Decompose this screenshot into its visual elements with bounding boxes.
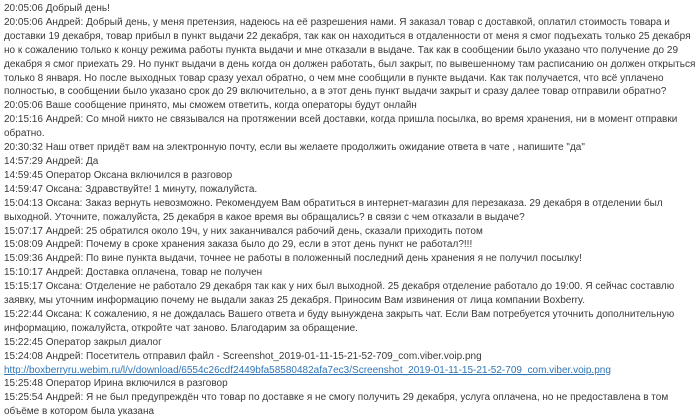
timestamp: 20:15:16 [4, 114, 43, 126]
chat-line [4, 2, 696, 16]
timestamp: 15:24:08 [4, 350, 43, 362]
timestamp: 15:25:54 [4, 392, 43, 404]
message-text: Оператор закрыл диалог [45, 336, 162, 348]
timestamp: 20:05:06 [4, 3, 43, 14]
chat-line: 15:07:17 Андрей: 25 обратился около 19ч, у них заканчивался рабочий день, сказали приходить потом [4, 225, 483, 237]
message-text: Добрый день! [45, 3, 110, 14]
message-text: Почему в сроке хранения заказа было до 29, если в этот день пункт не работал?!!! [86, 239, 473, 251]
chat-line: 15:15:17 Оксана: Отделение не работало 29 декабря так как у них был выходной. 25 декабря отделение работало до 19:00. Я сейчас составлю заявку, мы уточним информацию почему не выдали заказ 25 декабря. Приносим Вам извинения от лица компании Boxberry. [4, 281, 677, 307]
message-text: Оператор Оксана включился в разговор [45, 169, 233, 181]
chat-line: 20:15:16 Андрей: Со мной никто не связывался на протяжении всей доставки, когда пришла посылка, во время хранения, ни в момент отправки обратно. [4, 114, 681, 140]
timestamp: 15:22:44 [4, 308, 43, 320]
chat-line [4, 141, 696, 155]
timestamp: 20:05:06 [4, 100, 43, 112]
timestamp: 14:57:29 [4, 155, 43, 167]
message-text: Доставка оплачена, товар не получен [86, 267, 263, 279]
timestamp: 15:04:13 [4, 197, 43, 209]
author-name: Оксана [45, 281, 80, 293]
timestamp: 15:15:17 [4, 281, 43, 293]
timestamp: 14:59:47 [4, 183, 43, 195]
author-name: Андрей [45, 114, 81, 126]
chat-line [4, 99, 696, 113]
timestamp: 15:10:17 [4, 267, 43, 279]
message-text: Я не был предупреждён что товар по доставке я не смогу получить 29 декабря, услуга оплачена, но не предоставлена в том объёме в котором была указана [4, 392, 671, 418]
message-text: Посетитель отправил файл - Screenshot_2019-01-11-15-21-52-709_com.viber.voip.png [86, 350, 482, 362]
message-text: Наш ответ придёт вам на электронную почту, если вы желаете продолжить ожидание ответа в чате , напишите "да" [45, 142, 585, 154]
file-download-link[interactable]: http://boxberryru.webim.ru/l/v/download/6554c26cdf2449bfa58580482afa7ec3/Screenshot_2019-01-11-15-21-52-709_com.viber.voip.png [4, 364, 611, 376]
message-text: Со мной никто не связывался на протяжении всей доставки, когда пришла посылка, во время хранения, ни в момент отправки обратно. [4, 114, 681, 140]
author-name: Оксана [45, 183, 80, 195]
chat-line: 15:10:17 Андрей: Доставка оплачена, товар не получен [4, 267, 263, 279]
timestamp: 14:59:45 [4, 169, 43, 181]
timestamp: 15:08:09 [4, 239, 43, 251]
author-name: Андрей [45, 392, 81, 404]
chat-line: 15:04:13 Оксана: Заказ вернуть невозможно. Рекомендуем Вам обратиться в интернет-магазин для перезаказа. 29 декабря в отделении был выходной. Уточните, пожалуйста, 25 декабря в какое время вы обращались? в связи с чем отказали в выдаче? [4, 197, 666, 223]
chat-line: 15:08:09 Андрей: Почему в сроке хранения заказа было до 29, если в этот день пункт не работал?!!! [4, 239, 473, 251]
message-text: Заказ вернуть невозможно. Рекомендуем Вам обратиться в интернет-магазин для перезаказа. 29 декабря в отделении был выходной. Уточните, пожалуйста, 25 декабря в какое время вы обращались? в связи с чем отказали в выдаче? [4, 197, 666, 223]
timestamp: 20:30:32 [4, 142, 43, 154]
chat-line: 15:09:36 Андрей: По вине пункта выдачи, точнее не работы в положенный последний день хранения я не получил посылку! [4, 253, 582, 265]
author-name: Оксана [45, 197, 80, 209]
message-text: По вине пункта выдачи, точнее не работы в положенный последний день хранения я не получил посылку! [86, 253, 582, 265]
author-name: Андрей [45, 16, 81, 28]
timestamp: 15:09:36 [4, 253, 43, 265]
author-name: Оксана [45, 308, 80, 320]
author-name: Андрей [45, 253, 81, 265]
message-text: Здравствуйте! 1 минуту, пожалуйста. [85, 183, 258, 195]
chat-line: 15:25:54 Андрей: Я не был предупреждён что товар по доставке я не смогу получить 29 декабря, услуга оплачена, но не предоставлена в том объёме в котором была указана [4, 392, 671, 418]
message-text: Добрый день, у меня претензия, надеюсь на её разрешения нами. Я заказал товар с доставкой, оплатил стоимость товара и доставки 19 декабря, товар прибыл в пункт выдачи 22 декабря, так как он находиться в отдаленности от меня я смог подъехать только 25 декабря но к сожалению только к концу режима работы пункта выдачи и мне отказали в выдаче. Так как в сообщении было указано что получение до 29 декабря я смог приехать 29. Но пункт выдачи в день когда он должен работать, был закрыт, по вывешенному там расписанию он должен открыться только 8 января. Но после выходных товар сразу уехал обратно, о чем мне сообщили в пункте выдачи. Как так получается, что всё уплачено полностью, в сообщении было указано срок до 29 включительно, а в этот день пункт выдачи закрыт и сразу далее товар отправили обратно? [4, 16, 699, 98]
author-name: Андрей [45, 155, 81, 167]
chat-line: 15:24:08 Андрей: Посетитель отправил файл - Screenshot_2019-01-11-15-21-52-709_com.viber.voip.png [4, 350, 482, 362]
chat-line: 14:57:29 Андрей: Да [4, 155, 99, 167]
chat-line [4, 377, 696, 391]
chat-line: 14:59:47 Оксана: Здравствуйте! 1 минуту, пожалуйста. [4, 183, 258, 195]
author-name: Андрей [45, 225, 81, 237]
author-name: Андрей [45, 239, 81, 251]
chat-line [4, 336, 696, 350]
chat-line: 15:22:44 Оксана: К сожалению, я не дождалась Вашего ответа и буду вынуждена закрыть чат. Если Вам потребуется уточнить дополнительную информацию, пожалуйста, откройте чат заново. Благодарим за обращение. [4, 308, 678, 334]
message-text: Ваше сообщение принято, мы сможем ответить, когда операторы будут онлайн [45, 100, 417, 112]
message-text: Да [86, 155, 99, 167]
author-name: Андрей [45, 350, 81, 362]
message-text: Отделение не работало 29 декабря так как у них был выходной. 25 декабря отделение работало до 19:00. Я сейчас составлю заявку, мы уточним информацию почему не выдали заказ 25 декабря. Приносим Вам извинения от лица компании Boxberry. [4, 281, 677, 307]
chat-line [4, 169, 696, 183]
message-text: Оператор Ирина включился в разговор [45, 378, 228, 390]
timestamp: 15:25:48 [4, 378, 43, 390]
message-text: К сожалению, я не дождалась Вашего ответа и буду вынуждена закрыть чат. Если Вам потребуется уточнить дополнительную информацию, пожалуйста, откройте чат заново. Благодарим за обращение. [4, 308, 678, 334]
chat-line: 20:05:06 Андрей: Добрый день, у меня претензия, надеюсь на её разрешения нами. Я заказал товар с доставкой, оплатил стоимость товара и доставки 19 декабря, товар прибыл в пункт выдачи 22 декабря, так как он находиться в отдаленности от меня я смог подъехать только 25 декабря но к сожалению только к концу режима работы пункта выдачи и мне отказали в выдаче. Так как в сообщении было указано что получение до 29 декабря я смог приехать 29. Но пункт выдачи в день когда он должен работать, был закрыт, по вывешенному там расписанию он должен открыться только 8 января. Но после выходных товар сразу уехал обратно, о чем мне сообщили в пункте выдачи. Как так получается, что всё уплачено полностью, в сообщении было указано срок до 29 включительно, а в этот день пункт выдачи закрыт и сразу далее товар отправили обратно? [4, 16, 699, 98]
message-text: 25 обратился около 19ч, у них заканчивался рабочий день, сказали приходить потом [86, 225, 483, 237]
file-link-line [4, 364, 696, 378]
timestamp: 15:07:17 [4, 225, 43, 237]
timestamp: 15:22:45 [4, 336, 43, 348]
timestamp: 20:05:06 [4, 16, 43, 28]
author-name: Андрей [45, 267, 81, 279]
